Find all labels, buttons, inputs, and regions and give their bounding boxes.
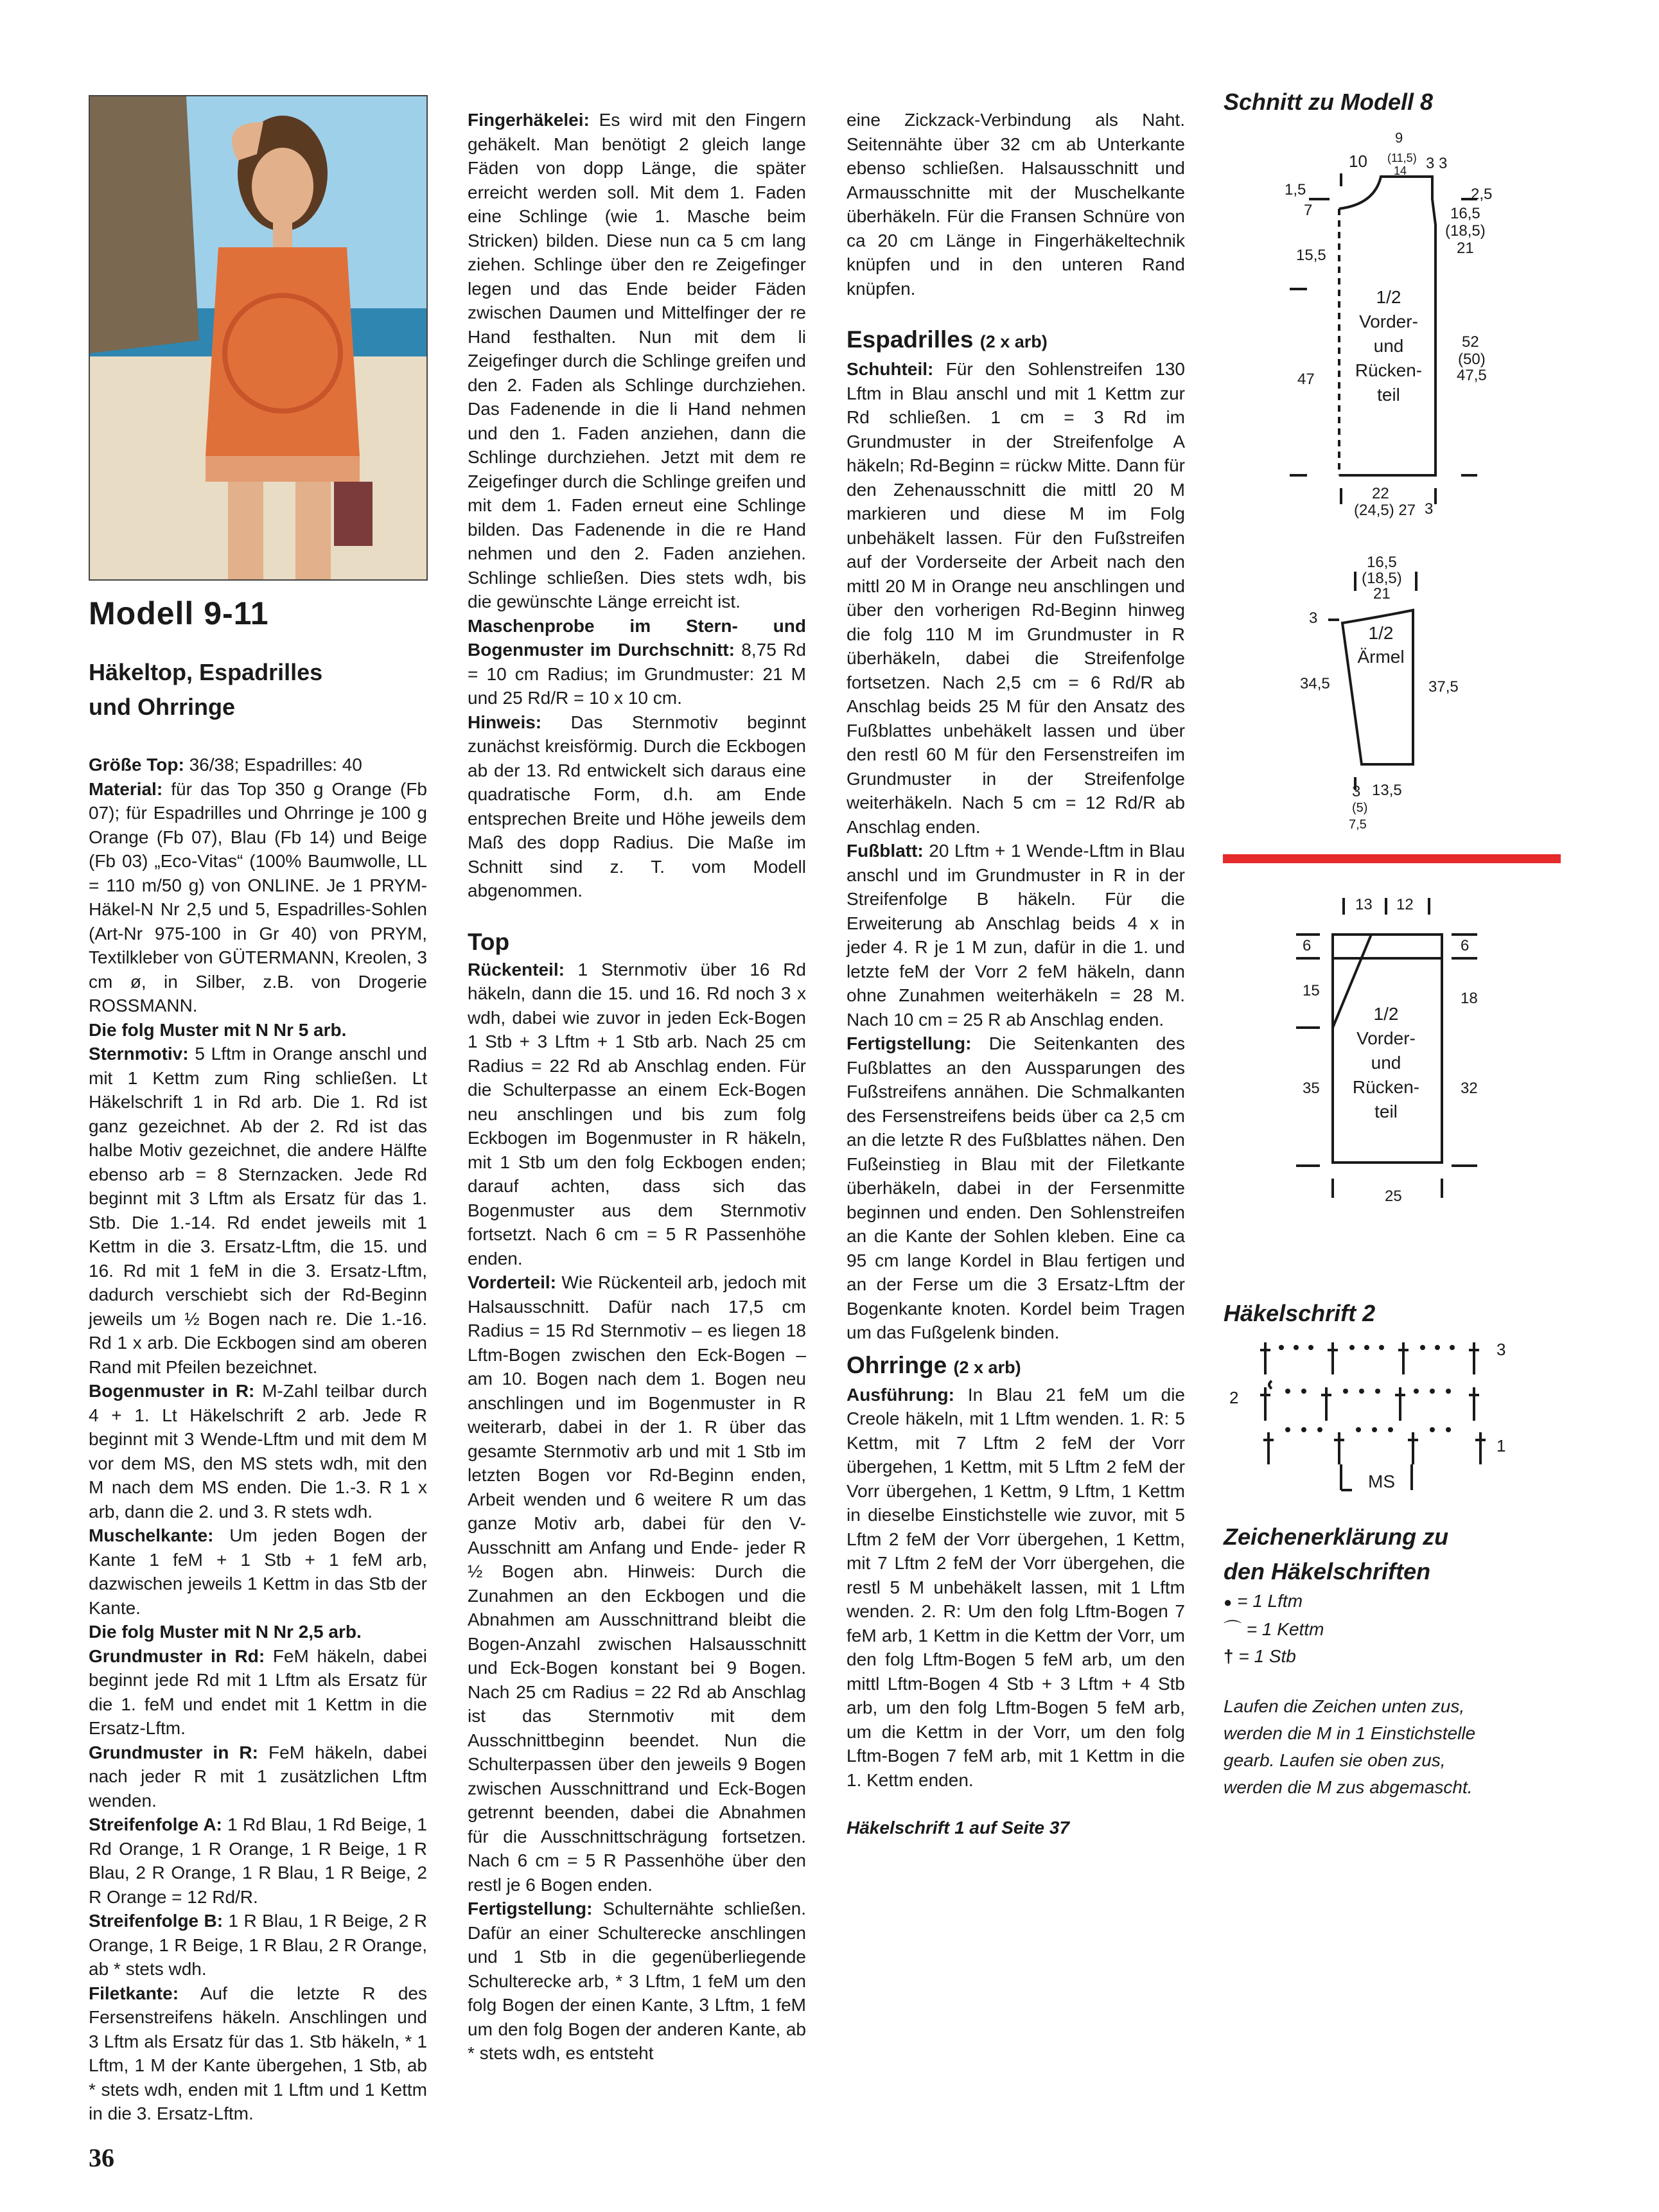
- s9-label-3: und: [1371, 1053, 1401, 1073]
- beach-illustration: [90, 96, 426, 579]
- streifenfolge-a: Streifenfolge A: 1 Rd Blau, 1 Rd Beige, 1 Rd Orange, 1 R Orange, 1 R Beige, 1 R Blau, 2 R Orange, 1 R Blau, 1 R Beige, 2 R Orange = 12 Rd/R.: [89, 1814, 427, 1907]
- arm-dim-9: (5): [1352, 801, 1368, 815]
- body-label-4: Rücken-: [1355, 360, 1423, 380]
- espadrilles-heading: [847, 324, 1185, 357]
- s9-label-5: teil: [1374, 1102, 1398, 1121]
- sternmotiv: Sternmotiv: 5 Lftm in Orange anschl und mit 1 Kettm zum Ring schließen. Lt Häkelschrift 1 in Rd arb. Die 1. Rd ist ganz gezeichnet. Ab der 2. Rd ist das halbe Motiv gezeichnet, die andere Hälfte ebenso arb = 8 Sternzacken. Jede Rd beginnt mit 3 Lftm als Ersatz für das 1. Stb. Die 1.-14. Rd endet jeweils mit 1 Kettm in die 3. Ersatz-Lftm, die 15. und 16. Rd mit 1 feM in die 3. Ersatz-Lftm, dadurch verschiebt sich der Rd-Beginn jeweils um ½ Bogen nach re. Die 1.-16. Rd 1 x arb. Die Eckbogen sind am oberen Rand mit Pfeilen bezeichnet.: [89, 1044, 427, 1377]
- s9-dim-b: 12: [1396, 896, 1414, 913]
- page-title: Modell 9-11: [89, 595, 269, 631]
- dim-t: 3: [1425, 500, 1434, 518]
- grundmuster-rd: Grundmuster in Rd: FeM häkeln, dabei beginnt jede Rd mit 1 Lftm als Ersatz für die 1. feM und endet mit 1 Kettm in die Ersatz-Lftm.: [89, 1646, 427, 1738]
- rueckenteil: Rückenteil: 1 Sternmotiv über 16 Rd häkeln, dann die 15. und 16. Rd noch 3 x wdh, dabei wie zuvor in jeden Eck-Bogen 1 Stb + 3 Lftm + 1 Stb arb. Nach 25 cm Radius = 22 Rd ab Anschlag enden. Für die Schulterpasse an einem Eck-Bogen neu anschlingen und bis zum folg Eckbogen im Bogenmuster in R häkeln, mit 1 Stb um den folg Eckbogen enden; darauf achten, dass sich das Bogenmuster aus dem Sternmotiv fortsetzt. Nach 6 cm = 5 R Passenhöhe enden.: [468, 959, 806, 1268]
- page-number: 36: [89, 2143, 114, 2172]
- s9-dim-e: 15: [1303, 982, 1320, 999]
- legend-note-4: werden die M zus abgemascht.: [1224, 1777, 1473, 1797]
- subtitle-line-1: Häkeltop, Espadrilles: [89, 659, 323, 685]
- s9-dim-a: 13: [1355, 896, 1373, 913]
- arm-dim-2: (18,5): [1362, 570, 1402, 587]
- s9-dim-d: 6: [1461, 937, 1470, 954]
- muschelkante: Muschelkante: Um jeden Bogen der Kante 1 feM + 1 Stb + 1 feM arb, dazwischen jeweils 1 Kettm in das Stb der Kante.: [89, 1525, 427, 1618]
- arm-label-1: 1/2: [1368, 623, 1394, 643]
- material: Material: für das Top 350 g Orange (Fb 07); für Espadrilles und Ohrringe je 100 g Orange (Fb 07), Blau (Fb 14) und Beige (Fb 03) „Eco-Vitas“ (100% Baumwolle, LL = 110 m/50 g) von ONLINE. Je 1 PRYM-Häkel-N Nr 2,5 und 5, Espadrilles-Sohlen (Art-Nr 975-100 in Gr 40) von PRYM, Textilkleber von GÜTERMANN, Kreolen, 3 cm ø, in Silber, z.B. von Drogerie ROSSMANN.: [89, 778, 427, 1015]
- s9-dim-i: 25: [1385, 1188, 1402, 1205]
- ohr-title: Ohrringe: [847, 1351, 947, 1378]
- s9-dim-h: 32: [1461, 1080, 1478, 1097]
- schnitt8-diagram: [1220, 128, 1567, 854]
- arm-dim-8: 3: [1352, 783, 1361, 800]
- row-3-label: 3: [1497, 1340, 1506, 1359]
- fertigstellung-top: Fertigstellung: Schulternähte schließen. Dafür an einer Schulterecke anschlingen und 1 Stb in die gegenüberliegende Schulterecke arb, * 3 Lftm, 1 feM um den folg Bogen der einen Kante, 3 Lftm, 1 feM um den folg Bogen der anderen Kante, ab * stets wdh, es entsteht: [468, 1899, 806, 2063]
- legend-note: [1224, 1693, 1475, 1801]
- hinweis: Hinweis: Das Sternmotiv beginnt zunächst kreisförmig. Durch die Eckbogen ab der 13. Rd entwickelt sich daraus eine quadratische Form, d.h. am Ende entsprechen Breite und Höhe jeweils dem Maß des dopp Radius. Die Maße im Schnitt sind z. T. vom Modell abgenommen.: [468, 712, 806, 900]
- dim-a: 9: [1395, 130, 1403, 146]
- haekel2-title: Häkelschrift 2: [1224, 1300, 1376, 1326]
- legend-title: [1224, 1520, 1448, 1589]
- dim-b: 10: [1349, 152, 1367, 171]
- dim-r: 22: [1372, 485, 1389, 502]
- muster-heading-5: Die folg Muster mit N Nr 5 arb.: [89, 1019, 347, 1040]
- dim-g: 1,5: [1285, 181, 1306, 198]
- streifenfolge-b: Streifenfolge B: 1 R Blau, 1 R Beige, 2 R Orange, 1 R Beige, 1 R Blau, 2 R Orange, ab * stets wdh.: [89, 1911, 427, 1979]
- slip-stitch-icon: ⌒: [1224, 1619, 1242, 1639]
- dim-k: (18,5): [1445, 222, 1486, 240]
- dim-d: 14: [1394, 164, 1407, 177]
- ohrringe-text: Ausführung: In Blau 21 feM um die Creole häkeln, mit 1 Lftm wenden. 1. R: 5 Kettm, mit 7 Lftm 2 feM der Vorr übergehen, 1 Kettm, mit 5 Lftm 2 feM der Vorr übergehen, 1 Kettm, 9 Lftm, 1 Kettm in dieselbe Einstichstelle wie zuvor, mit 5 Lftm 2 feM der Vorr übergehen, 1 Kettm, mit 7 Lftm 2 feM der Vorr übergehen, die restl 5 M unbehäkelt lassen, mit 1 Lftm wenden. 2. R: Um den folg Lftm-Bogen 7 feM arb, 1 Kettm in die Kettm der Vorr, um den folg Lftm-Bogen 5 feM arb, um den mittl Lftm-Bogen 4 Stb + 3 Lftm + 4 Stb arb, um den folg Lftm-Bogen 5 feM arb, um die Kettm in der Vorr, um den folg Lftm-Bogen 7 feM arb, mit 1 Kettm in die 1. Kettm enden.: [847, 1384, 1185, 1790]
- subtitle-line-2: und Ohrringe: [89, 694, 235, 720]
- arm-label-2: Ärmel: [1357, 647, 1405, 667]
- body-label-5: teil: [1377, 385, 1400, 405]
- maschenprobe: Maschenprobe im Stern- und Bogenmuster im Durchschnitt: 8,75 Rd = 10 cm Radius; im Grundmuster: 21 M und 25 Rd/R = 10 x 10 cm.: [468, 615, 806, 708]
- fertigstellung-esp: Fertigstellung: Die Seitenkanten des Fußblattes an den Aussparungen des Fußstreifens annähen. Die Schmalkanten des Fersenstreifens beids über ca 2,5 cm an die letzte R des Fußblattes nähen. Den Fußeinstieg in Blau mit der Filetkante überhäkeln, dabei in der Fersenmitte beginnen und enden. Den Sohlenstreifen an die Kante der Sohlen kleben. Eine ca 95 cm lange Kordel in Blau fertigen und an der Ferse um die 3 Ersatz-Lftm der Bogenkante knoten. Kordel beim Tragen um das Fußgelenk binden.: [847, 1033, 1185, 1342]
- chain-stitch-icon: ●: [1224, 1594, 1233, 1610]
- haekelschrift-ref: Häkelschrift 1 auf Seite 37: [847, 1818, 1070, 1838]
- s9-label-2: Vorder-: [1356, 1028, 1416, 1048]
- arm-dim-3: 21: [1373, 585, 1391, 602]
- row-2-label: 2: [1229, 1388, 1239, 1407]
- legend-lftm-text: = 1 Lftm: [1237, 1591, 1303, 1611]
- dim-i: 2,5: [1471, 186, 1493, 203]
- dim-e: 3: [1426, 155, 1435, 172]
- s9-dim-c: 6: [1303, 937, 1312, 954]
- dim-h: 7: [1304, 202, 1313, 219]
- page-subtitle: [89, 655, 322, 724]
- dim-m: 15,5: [1296, 247, 1326, 264]
- bogenmuster: Bogenmuster in R: M-Zahl teilbar durch 4 + 1. Lt Häkelschrift 2 arb. Jede R beginnt mit 3 Wende-Lftm und mit dem M vor dem MS, den MS stets wdh, mit den M nach dem MS enden. Die 1.-3. R 1 x arb, dann die 2. und 3. R stets wdh.: [89, 1381, 427, 1522]
- dim-q: 47: [1297, 371, 1315, 388]
- legend-title-2: den Häkelschriften: [1224, 1558, 1431, 1584]
- arm-dim-6: 37,5: [1428, 678, 1459, 696]
- groesse: Größe Top: 36/38; Espadrilles: 40: [89, 755, 362, 775]
- fingerhaekelei: Fingerhäkelei: Es wird mit den Fingern gehäkelt. Man benötigt 2 gleich lange Fäden von dopp Länge, die später erreicht werden soll. Mit dem 1. Faden eine Schlinge (wie 1. Masche beim Stricken) bilden. Diese nun ca 5 cm lang ziehen. Schlinge über den re Zeigefinger legen und das Ende beider Fäden zwischen Daumen und Mittelfinger der re Hand festhalten. Nun mit dem li Zeigefinger durch die Schlinge greifen und den 2. Faden als Schlinge durchziehen. Das Fadenende in die li Hand nehmen und den 1. Faden anziehen, dann die Schlinge durchziehen. Jetzt mit dem re Zeigefinger durch die Schlinge greifen und mit dem 1. Faden erneut eine Schlinge bilden. Das Fadenende in die re Hand nehmen und den 2. Faden anziehen. Schlinge schließen. Dies stets wdh, bis die gewünschte Länge erreicht ist.: [468, 110, 806, 611]
- vorderteil: Vorderteil: Wie Rückenteil arb, jedoch mit Halsausschnitt. Dafür nach 17,5 cm Radius = 15 Rd Sternmotiv – es liegen 18 Lftm-Bogen zwischen den Eck-Bogen – am 10. Bogen nach dem 1. Bogen neu anschlingen und im Bogenmuster in R weiterarb, dabei in der 1. R über das gesamte Sternmotiv arb und mit 1 Stb im letzten Bogen vor Rd-Beginn enden, Arbeit wenden und 6 weitere R um das ganze Motiv arb, dabei für den V-Ausschnitt am Anfang und Ende- jeder R ½ Bogen abn. Hinweis: Durch die Zunahmen an den Eckbogen und die Abnahmen am Ausschnittrand bleibt die Bogen-Anzahl zwischen Halsausschnitt und Eck-Bogen konstant bei 9 Bogen. Nach 25 cm Radius = 22 Rd ab Anschlag ist das Sternmotiv mit dem Ausschnittbeginn beendet. Nun die Schulterpassen über den jeweils 9 Bogen zwischen Ausschnittrand und Eck-Bogen getrennt beenden, dabei die Abnahmen für die Ausschnittschrägung fortsetzen. Nach 6 cm = 5 R Passenhöhe über den restl je 6 Bogen enden.: [468, 1272, 806, 1895]
- dim-l: 21: [1457, 240, 1474, 257]
- s9-label-1: 1/2: [1373, 1004, 1399, 1024]
- treble-stitch-icon: †: [1224, 1646, 1234, 1666]
- grundmuster-r: Grundmuster in R: FeM häkeln, dabei nach jeder R mit 1 zusätzlichen Lftm wenden.: [89, 1742, 427, 1811]
- top-continued: eine Zickzack-Verbindung als Naht. Seitennähte über 32 cm ab Unterkante ebenso schließen. Halsausschnitt und Armausschnitte mit der Muschelkante überhäkeln. Für die Fransen Schnüre von ca 20 cm Länge in Fingerhäkeltechnik knüpfen und in den unteren Rand knüpfen.: [847, 110, 1185, 299]
- legend-note-2: werden die M in 1 Einstichstelle: [1224, 1723, 1476, 1743]
- ms-label: MS: [1368, 1471, 1395, 1491]
- dim-p: 47,5: [1457, 367, 1487, 384]
- section-divider: [1223, 854, 1561, 863]
- s9-dim-g: 35: [1303, 1080, 1320, 1097]
- legend-items: [1224, 1588, 1324, 1670]
- body-label-2: Vorder-: [1359, 312, 1418, 331]
- legend-stb: [1224, 1643, 1324, 1670]
- schnitt8-title: Schnitt zu Modell 8: [1224, 89, 1434, 115]
- legend-lftm: [1224, 1588, 1324, 1616]
- top-heading: Top: [468, 928, 510, 955]
- esp-title: Espadrilles: [847, 326, 974, 353]
- arm-dim-10: 7,5: [1349, 818, 1367, 832]
- arm-dim-1: 16,5: [1367, 554, 1397, 571]
- arm-dim-5: 34,5: [1300, 675, 1330, 692]
- column-1: [89, 753, 427, 2126]
- legend-title-1: Zeichenerklärung zu: [1224, 1523, 1449, 1550]
- column-2: [468, 108, 806, 2066]
- fussblatt: Fußblatt: 20 Lftm + 1 Wende-Lftm in Blau anschl und im Grundmuster in R in der Streifenfolge B häkeln. Für die Erweiterung ab Anschlag beids 4 x in jeder 4. R je 1 M zun, dafür in die 1. und letzte feM der Vorr 2 feM häkeln, dann ohne Zunahmen weiterhäkeln = 28 M. Nach 10 cm = 25 R ab Anschlag enden.: [847, 841, 1185, 1030]
- legend-note-3: gearb. Laufen sie oben zus,: [1224, 1750, 1446, 1770]
- legend-stb-text: = 1 Stb: [1238, 1646, 1296, 1666]
- filetkante: Filetkante: Auf die letzte R des Fersenstreifens häkeln. Anschlingen und 3 Lftm als Ersatz für das 1. Stb häkeln, * 1 Lftm, 1 M der Kante übergehen, 1 Stb, ab * stets wdh, enden mit 1 Lftm und 1 Kettm in die 3. Ersatz-Lftm.: [89, 1983, 427, 2123]
- esp-count: (2 x arb): [979, 332, 1048, 351]
- legend-kettm-text: = 1 Kettm: [1246, 1619, 1324, 1639]
- haekel2-diagram: [1220, 1336, 1554, 1503]
- row-1-label: 1: [1497, 1436, 1506, 1455]
- legend-kettm: [1224, 1616, 1324, 1643]
- schnitt9-diagram: [1272, 886, 1503, 1220]
- muster-heading-25: Die folg Muster mit N Nr 2,5 arb.: [89, 1622, 362, 1642]
- legend-note-1: Laufen die Zeichen unten zus,: [1224, 1696, 1465, 1716]
- arm-dim-4: 3: [1309, 610, 1318, 627]
- dim-f: 3: [1439, 155, 1448, 172]
- arm-dim-7: 13,5: [1372, 782, 1402, 799]
- ohrringe-heading: [847, 1350, 1185, 1383]
- column-3: [847, 108, 1185, 1840]
- dim-j: 16,5: [1450, 205, 1480, 222]
- model-photo: [89, 95, 428, 581]
- schuhteil: Schuhteil: Für den Sohlenstreifen 130 Lftm in Blau anschl und mit 1 Kettm zur Rd schließen. 1 cm = 3 Rd im Grundmuster in der Streifenfolge A häkeln; Rd-Beginn = rückw Mitte. Dann für den Zehenausschnitt die mittl 20 M markieren und diese M im Folg unbehäkelt lassen. Für den Fußstreifen auf der Vorderseite der Arbeit nach den mittl 20 M in Orange neu anschlingen und über den vorherigen Rd-Beginn hinweg die folg 110 M im Grundmuster in R überhäkeln, dabei die Streifenfolge fortsetzen. Nach 2,5 cm = 6 Rd/R ab Anschlag beids 25 M für den Ansatz des Fußblattes unbehäkelt lassen und über den restl 60 M für den Fersenstreifen im Grundmuster in der Streifenfolge weiterhäkeln. Nach 5 cm = 12 Rd/R ab Anschlag enden.: [847, 359, 1185, 837]
- s9-dim-f: 18: [1461, 990, 1478, 1007]
- dim-c: (11,5): [1387, 152, 1417, 164]
- ohr-count: (2 x arb): [953, 1357, 1021, 1377]
- body-label-1: 1/2: [1376, 287, 1401, 307]
- body-label-3: und: [1373, 336, 1404, 356]
- dim-o: (50): [1458, 351, 1486, 368]
- dim-n: 52: [1462, 333, 1479, 351]
- s9-label-4: Rücken-: [1352, 1077, 1420, 1097]
- dim-s: (24,5) 27: [1354, 502, 1416, 519]
